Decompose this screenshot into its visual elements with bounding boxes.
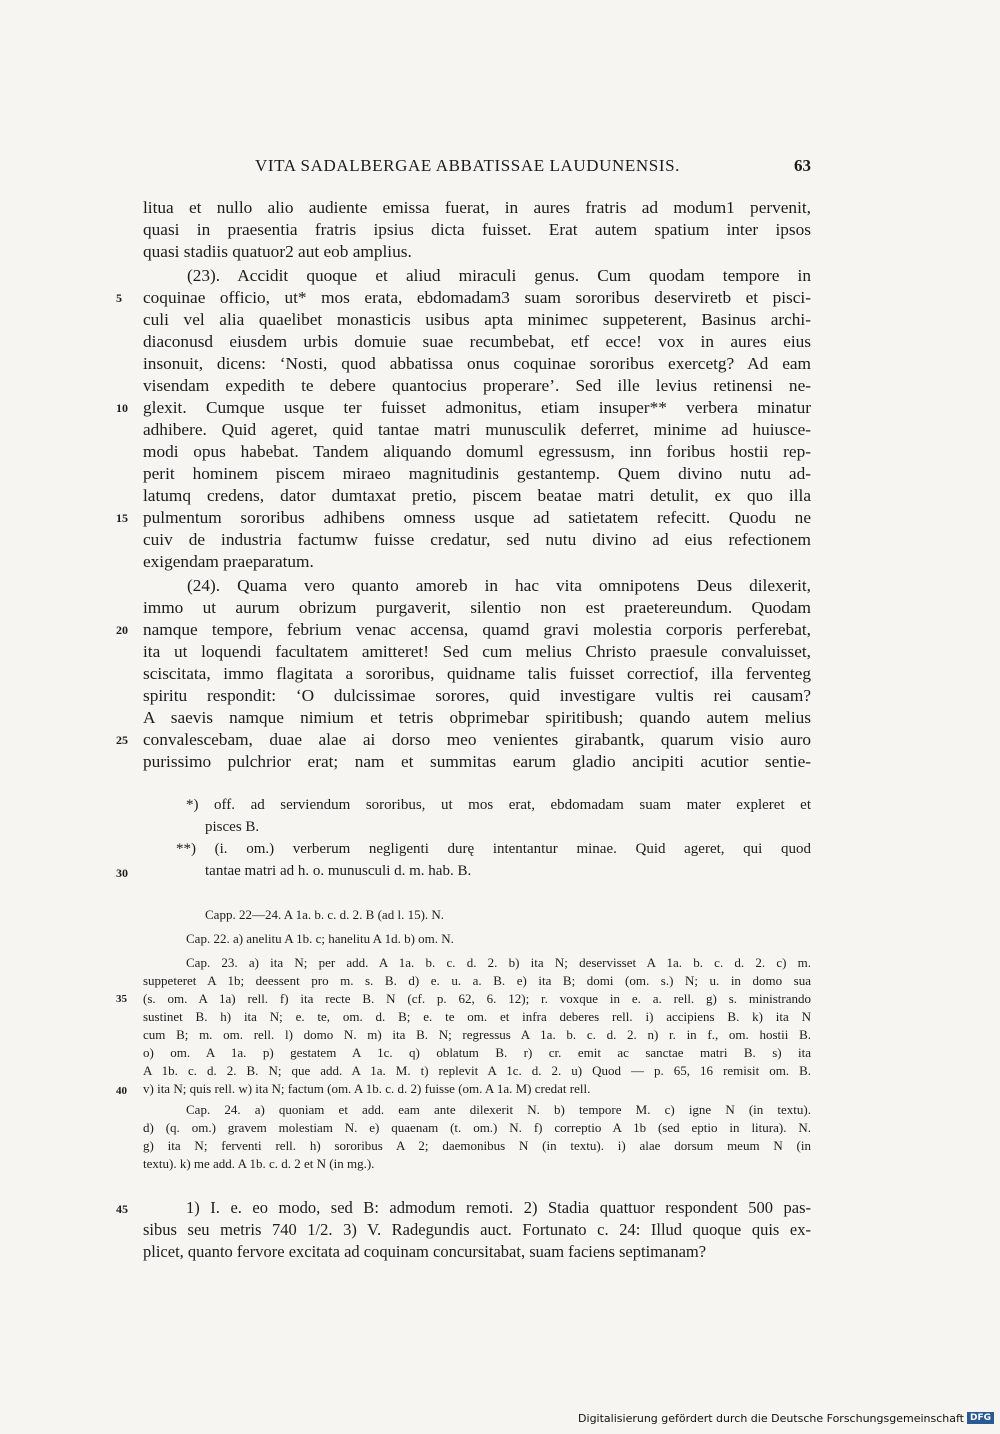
text-line: adhibere. Quid ageret, quid tantae matri munusculik deferret, minime ad huiusce- — [143, 420, 811, 439]
text-line: pulmentum sororibus adhibens omness usque ad satietatem refecitt. Quodu ne — [143, 508, 811, 527]
apparatus-line: A 1b. c. d. 2. B. N; que add. A 1a. M. t) replevit A 1c. d. 2. u) Quod — p. 65, 16 remisit om. B. — [143, 1063, 811, 1078]
text-line: (24). Quama vero quanto amoreb in hac vita omnipotens Deus dilexerit, — [187, 576, 811, 595]
text-line: convalescebam, duae alae ai dorso meo venientes girabantk, quarum visio auro — [143, 730, 811, 749]
apparatus-line: Cap. 22. a) anelitu A 1b. c; hanelitu A 1d. b) om. N. — [186, 931, 454, 946]
apparatus-line: Cap. 23. a) ita N; per add. A 1a. b. c. d. 2. b) ita N; deservisset A 1a. b. c. d. 2. c) m. — [186, 955, 811, 970]
text-line: exigendam praeparatum. — [143, 552, 314, 571]
dfg-logo: DFG — [967, 1412, 994, 1424]
text-line: namque tempore, febrium venac accensa, quamd gravi molestia corporis perferebat, — [143, 620, 811, 639]
apparatus-line: cum B; m. om. rell. l) domo N. m) ita B. N; regressus A 1a. b. c. d. 2. n) r. in f., om. hostii B. — [143, 1027, 811, 1042]
text-line: ita ut loquendi facultatem amitteret! Sed cum melius Christo praesule convaluisset, — [143, 642, 811, 661]
apparatus-line: d) (q. om.) gravem molestiam N. e) quaenam (t. om.) N. f) correptio A 1b (sed eptio in litura). N. — [143, 1120, 811, 1135]
line-number: 45 — [116, 1202, 128, 1216]
text-line: insonuit, dicens: ‘Nosti, quod abbatissa onus coquinae sororibus exercetg? Ad eam — [143, 354, 811, 373]
line-number: 40 — [116, 1085, 127, 1097]
text-line: quasi in praesentia fratris ipsius dicta fuisset. Erat autem spatium inter ipsos — [143, 220, 811, 239]
text-line: visendam expedith te debere quantocius properare’. Sed ille levius retinensi ne- — [143, 376, 811, 395]
apparatus-line: textu). k) me add. A 1b. c. d. 2 et N (in mg.). — [143, 1156, 375, 1171]
footnote-line: 1) I. e. eo modo, sed B: admodum remoti. 2) Stadia quattuor respondent 500 pas- — [186, 1198, 811, 1217]
apparatus-line: Cap. 24. a) quoniam et add. eam ante dilexerit N. b) tempore M. c) igne N (in textu). — [186, 1102, 811, 1117]
star-note-line: tantae matri ad h. o. munusculi d. m. hab. B. — [205, 863, 472, 879]
footnote-line: sibus seu metris 740 1/2. 3) V. Radegundis auct. Fortunato c. 24: Illud quoque quis ex- — [143, 1220, 811, 1239]
line-number: 10 — [116, 401, 128, 415]
star-note-line: *) off. ad serviendum sororibus, ut mos erat, ebdomadam suam mater expleret et — [186, 797, 811, 813]
text-line: spiritu respondit: ‘O dulcissimae sorores, quid investigare vultis rei causam? — [143, 686, 811, 705]
apparatus-line: v) ita N; quis rell. w) ita N; factum (om. A 1b. c. d. 2) fuisse (om. A 1a. M) credat rell. — [143, 1081, 591, 1096]
apparatus-line: g) ita N; ferventi rell. h) sororibus A 2; daemonibus N (in textu). i) alae dorsum meum N (in — [143, 1138, 811, 1153]
footer-text: Digitalisierung gefördert durch die Deutsche Forschungsgemeinschaft — [578, 1411, 964, 1425]
text-line: culi vel alia quaelibet monasticis usibus apta minimec suppeterent, Basinus archi- — [143, 310, 811, 329]
text-line: litua et nullo alio audiente emissa fuerat, in aures fratris ad modum1 pervenit, — [143, 198, 811, 217]
text-line: purissimo pulchrior erat; nam et summitas earum gladio ancipiti acutior sentie- — [143, 752, 811, 771]
text-line: modi opus habebat. Tandem aliquando domuml egressusm, inn foribus hostii rep- — [143, 442, 811, 461]
star-note-line: pisces B. — [205, 819, 260, 835]
footnote-line: plicet, quanto fervore excitata ad coquinam concursitabat, suam faciens septimanam? — [143, 1242, 707, 1261]
text-line: latumq credens, dator dumtaxat pretio, piscem beatae matri detulit, ex quo illa — [143, 486, 811, 505]
text-line: quasi stadiis quatuor2 aut eob amplius. — [143, 242, 412, 261]
line-number: 30 — [116, 866, 128, 880]
page-number: 63 — [794, 156, 811, 175]
apparatus-line: sustinet B. h) ita N; e. te, om. d. B; e. te om. et infra deberes rell. i) accipiens B. k) ita N — [143, 1009, 811, 1024]
text-line: cuiv de industria factumw fuisse credatur, sed nutu divino ad eius refectionem — [143, 530, 811, 549]
apparatus-line: Capp. 22—24. A 1a. b. c. d. 2. B (ad l. 15). N. — [205, 907, 445, 922]
running-title: VITA SADALBERGAE ABBATISSAE LAUDUNENSIS. — [255, 156, 680, 175]
text-line: (23). Accidit quoque et aliud miraculi genus. Cum quodam tempore in — [187, 266, 811, 285]
star-note-line: **) (i. om.) verberum negligenti durę intentantur minae. Quid ageret, qui quod — [176, 841, 811, 857]
line-number: 25 — [116, 733, 128, 747]
page-header — [143, 156, 811, 180]
text-line: perit hominem piscem miraeo magnitudinis gestantemp. Quem divino nutu ad- — [143, 464, 811, 483]
line-number: 15 — [116, 511, 128, 525]
text-line: glexit. Cumque usque ter fuisset admonitus, etiam insuper** verbera minatur — [143, 398, 811, 417]
text-line: A saevis namque nimium et tetris obprimebar spiritibush; quando autem melius — [143, 708, 811, 727]
apparatus-line: (s. om. A 1a) rell. f) ita recte B. N (cf. p. 62, 6. 12); r. voxque in e. a. rell. g) s. ministrando — [143, 991, 811, 1006]
text-line: sciscitata, immo flagitata a sororibus, quidname talis fuisset correctiof, illa ferventeg — [143, 664, 811, 683]
text-line: diaconusd eiusdem urbis domuie suae recumbebat, etf ecce! vox in aures eius — [143, 332, 811, 351]
apparatus-line: o) om. A 1a. p) gestatem A 1c. q) oblatum B. r) cr. emit ac sanctae matri B. s) ita — [143, 1045, 811, 1060]
line-number: 20 — [116, 623, 128, 637]
digitization-footer — [578, 1410, 994, 1426]
text-line: immo ut aurum obrizum purgaverit, silentio non est praetereundum. Quodam — [143, 598, 811, 617]
text-line: coquinae officio, ut* mos erata, ebdomadam3 suam sororibus deserviretb et pisci- — [143, 288, 811, 307]
apparatus-line: suppeteret A 1b; deessent pro m. s. B. d) e. u. a. B. e) ita B; domi (om. s.) N; u. in domo sua — [143, 973, 811, 988]
line-number: 35 — [116, 993, 127, 1005]
line-number: 5 — [116, 291, 122, 305]
